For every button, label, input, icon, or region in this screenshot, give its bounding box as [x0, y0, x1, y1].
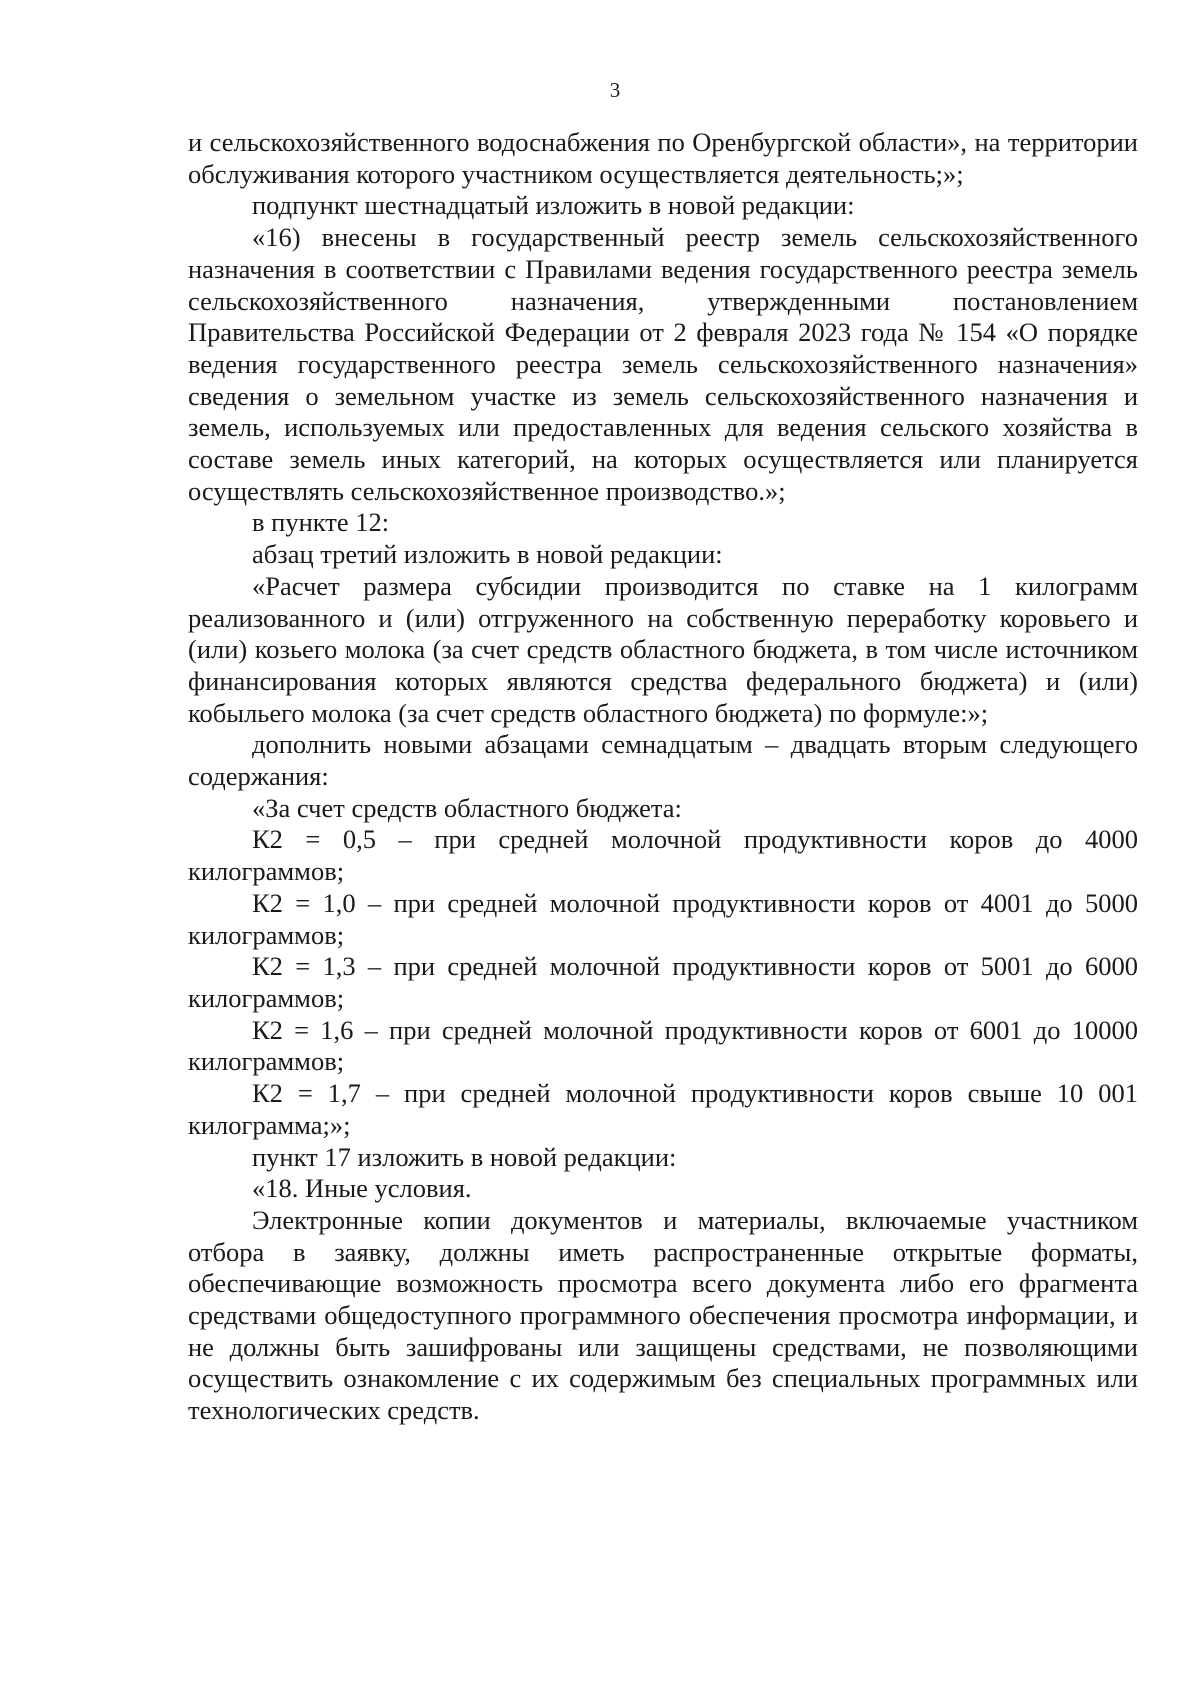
paragraph-5: абзац третий изложить в новой редакции: — [252, 539, 723, 570]
paragraph-7: дополнить новыми абзацами семнадцатым – двадцать вторым следующего содержания: — [188, 729, 1138, 792]
paragraph-4: в пункте 12: — [252, 507, 390, 538]
paragraph-3: «16) внесены в государственный реестр земель сельскохозяйственного назначения в соответствии с Правилами ведения государственного реестра земель сельскохозяйственного назначения, утвержденными постановлением Правительства Российской Федерации от 2 февраля 2023 года № 154 «О порядке ведения государственного реестра земель сельскохозяйственного назначения» сведения о земельном участке из земель сельскохозяйственного назначения и земель, используемых или предоставленных для ведения сельского хозяйства в составе земель иных категорий, на которых осуществляется или планируется осуществлять сельскохозяйственное производство.»; — [188, 222, 1138, 506]
paragraph-16: Электронные копии документов и материалы, включаемые участником отбора в заявку, должны иметь распространенные открытые форматы, обеспечивающие возможность просмотра всего документа либо его фрагмента средствами общедоступного программного обеспечения просмотра информации, и не должны быть зашифрованы или защищены средствами, не позволяющими осуществить ознакомление с их содержимым без специальных программных или технологических средств. — [188, 1204, 1138, 1426]
paragraph-10: К2 = 1,0 – при средней молочной продуктивности коров от 4001 до 5000 килограммов; — [188, 887, 1138, 950]
paragraph-14: пункт 17 изложить в новой редакции: — [252, 1141, 677, 1172]
paragraph-8: «За счет средств областного бюджета: — [252, 792, 682, 823]
paragraph-15: «18. Иные условия. — [252, 1173, 472, 1204]
document-body — [188, 127, 1138, 1427]
paragraph-9: К2 = 0,5 – при средней молочной продуктивности коров до 4000 килограммов; — [188, 824, 1138, 887]
paragraph-13: К2 = 1,7 – при средней молочной продуктивности коров свыше 10 001 килограмма;»; — [188, 1078, 1138, 1140]
paragraph-2: подпункт шестнадцатый изложить в новой редакции: — [252, 190, 855, 221]
paragraph-11: К2 = 1,3 – при средней молочной продуктивности коров от 5001 до 6000 килограммов; — [188, 951, 1138, 1013]
paragraph-6: «Расчет размера субсидии производится по ставке на 1 килограмм реализованного и (или) отгруженного на собственную переработку коровьего и (или) козьего молока (за счет средств областного бюджета, в том числе источником финансирования которых являются средства федерального бюджета) и (или) кобыльего молока (за счет средств областного бюджета) по формуле:»; — [188, 570, 1138, 728]
paragraph-12: К2 = 1,6 – при средней молочной продуктивности коров от 6001 до 10000 килограммов; — [188, 1014, 1138, 1077]
page-number: 3 — [609, 78, 621, 102]
paragraph-1: и сельскохозяйственного водоснабжения по Оренбургской области», на территории обслуживания которого участником осуществляется деятельность;»; — [188, 127, 1138, 189]
